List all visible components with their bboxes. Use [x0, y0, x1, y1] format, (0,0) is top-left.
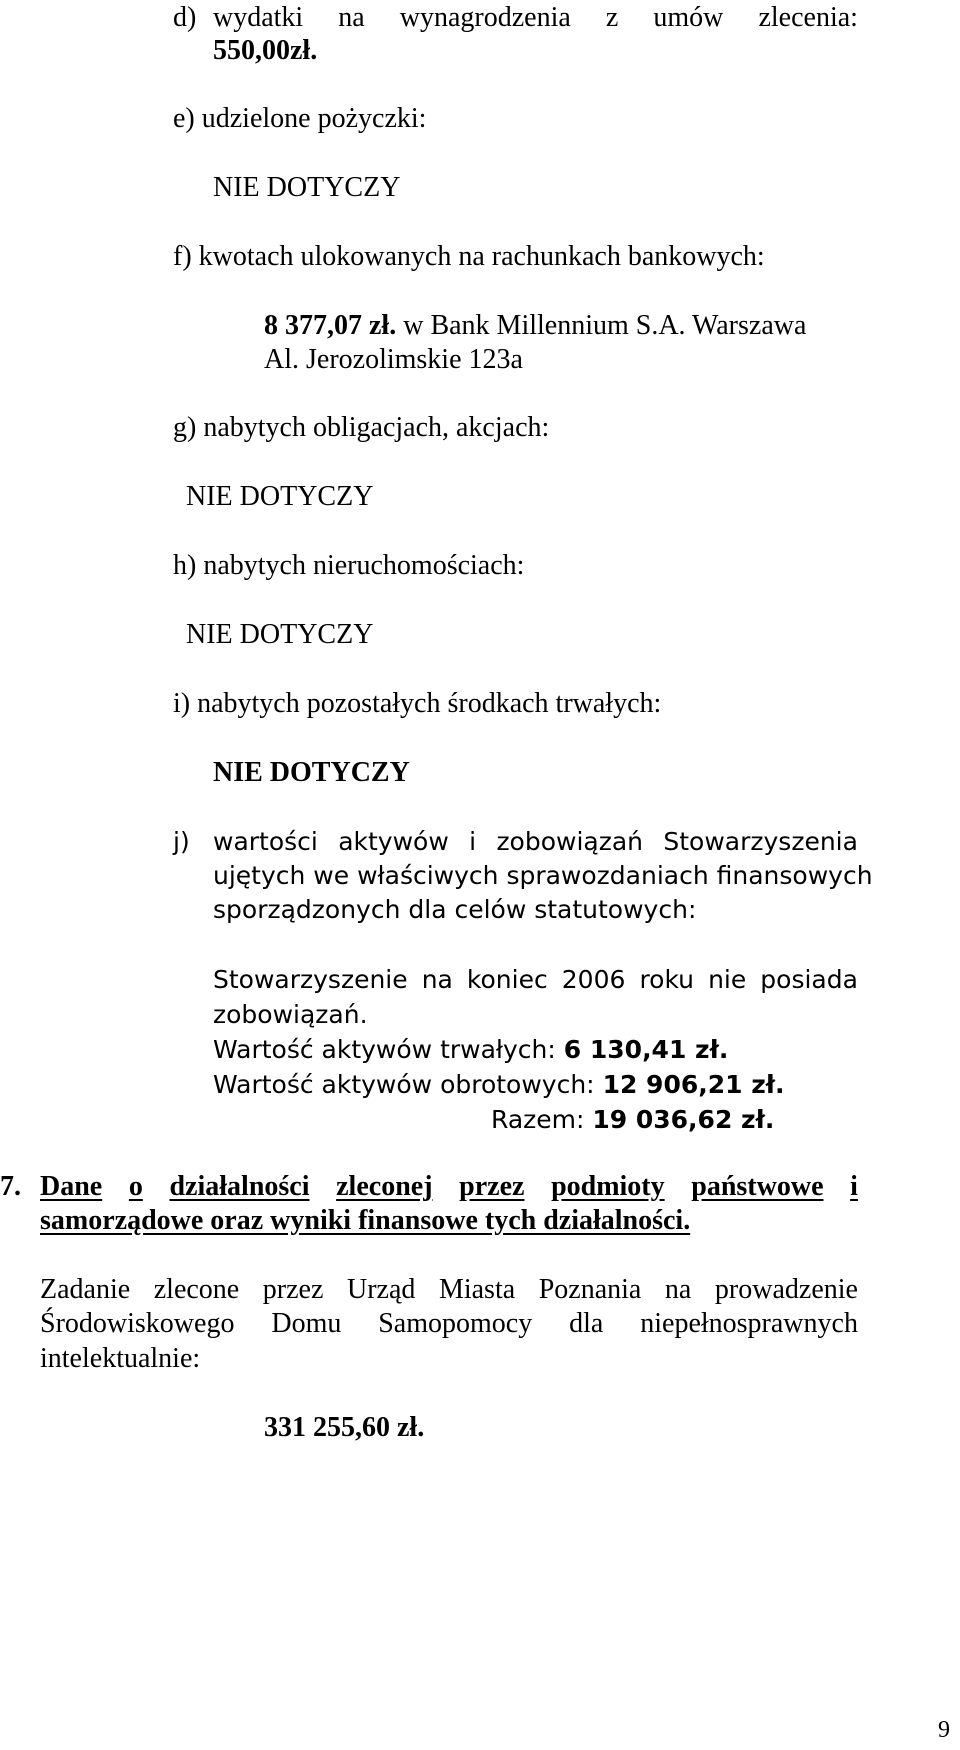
- word: 2006: [561, 965, 626, 994]
- item-h-line: h) nabytych nieruchomościach:: [173, 550, 525, 581]
- word: zlecenia:: [758, 2, 858, 33]
- word: Urząd: [346, 1274, 416, 1305]
- total-value: 19 036,62 zł.: [592, 1105, 775, 1134]
- word: umów: [653, 2, 724, 33]
- total-label: Razem:: [491, 1105, 593, 1134]
- current-assets-label: Wartość aktywów obrotowych:: [213, 1070, 603, 1099]
- word: Stowarzyszenie: [213, 965, 408, 994]
- word: aktywów: [338, 827, 449, 856]
- page-number: 9: [938, 1717, 950, 1743]
- section-7-number: 7.: [0, 1171, 21, 1202]
- word: Środowiskowego: [40, 1308, 235, 1339]
- word: wydatki: [213, 2, 304, 33]
- word: zlecone: [153, 1274, 240, 1305]
- word: i: [850, 1171, 858, 1202]
- word: wartości: [213, 827, 318, 856]
- item-d-amount: 550,00zł.: [213, 35, 318, 66]
- word: posiada: [760, 965, 858, 994]
- item-g-line: g) nabytych obligacjach, akcjach:: [173, 412, 550, 443]
- word: Miasta: [438, 1274, 516, 1305]
- word: przez: [459, 1171, 525, 1202]
- word: prowadzenie: [714, 1274, 858, 1305]
- item-j-line2: ujętych we właściwych sprawozdaniach finansowych: [213, 861, 873, 890]
- fixed-assets-line: [213, 1032, 728, 1068]
- word: na: [664, 1274, 692, 1305]
- word: Poznania: [538, 1274, 642, 1305]
- item-i-line: i) nabytych pozostałych środkach trwałych:: [173, 688, 662, 719]
- item-e-value: NIE DOTYCZY: [213, 172, 401, 203]
- word: Dane: [40, 1171, 103, 1202]
- section-7-task-line1: [40, 1272, 858, 1308]
- word: z: [605, 2, 619, 33]
- item-j-line5: zobowiązań.: [213, 1000, 368, 1029]
- item-e-line: e) udzielone pożyczki:: [173, 103, 427, 134]
- word: Domu: [271, 1308, 342, 1339]
- current-assets-value: 12 906,21 zł.: [602, 1070, 785, 1099]
- word: zleconej: [336, 1171, 433, 1202]
- section-7-task-line3: intelektualnie:: [40, 1343, 201, 1374]
- word: o: [128, 1171, 143, 1202]
- word: nie: [708, 965, 747, 994]
- word: na: [421, 965, 453, 994]
- item-f-address: Al. Jerozolimskie 123a: [264, 344, 523, 375]
- word: Stowarzyszenia: [663, 827, 858, 856]
- word: państwowe: [691, 1171, 824, 1202]
- section-7-heading-line1: [40, 1169, 858, 1205]
- total-line: [491, 1102, 774, 1138]
- item-j-line3: sporządzonych dla celów statutowych:: [213, 895, 697, 924]
- item-h-value: NIE DOTYCZY: [186, 619, 374, 650]
- fixed-assets-label: Wartość aktywów trwałych:: [213, 1035, 564, 1064]
- word: zobowiązań: [496, 827, 644, 856]
- item-j-line1: [213, 824, 858, 860]
- word: i: [469, 827, 477, 856]
- current-assets-line: [213, 1067, 785, 1103]
- word: dla: [569, 1308, 604, 1339]
- fixed-assets-value: 6 130,41 zł.: [563, 1035, 729, 1064]
- word: wynagrodzenia: [399, 2, 571, 33]
- word: niepełnosprawnych: [640, 1308, 858, 1339]
- item-f-bank-line: [264, 308, 806, 344]
- word: roku: [639, 965, 695, 994]
- item-d-marker: d): [173, 2, 197, 33]
- word: podmioty: [551, 1171, 665, 1202]
- section-7-task-line2: [40, 1306, 858, 1342]
- word: Samopomocy: [378, 1308, 533, 1339]
- item-j-marker: j): [173, 827, 190, 856]
- word: koniec: [466, 965, 548, 994]
- word: działalności: [169, 1171, 310, 1202]
- word: przez: [262, 1274, 324, 1305]
- section-7-amount: 331 255,60 zł.: [264, 1412, 425, 1443]
- word: na: [338, 2, 365, 33]
- item-f-bank: w Bank Millennium S.A. Warszawa: [396, 310, 807, 341]
- item-f-line: f) kwotach ulokowanych na rachunkach bankowych:: [173, 241, 765, 272]
- item-d-line: [213, 0, 858, 36]
- item-f-amount: 8 377,07 zł.: [264, 310, 397, 341]
- section-7-heading-line2: samorządowe oraz wyniki finansowe tych działalności.: [40, 1205, 691, 1236]
- item-j-line4: [213, 962, 858, 998]
- item-i-value: NIE DOTYCZY: [213, 757, 410, 788]
- word: Zadanie: [40, 1274, 131, 1305]
- item-g-value: NIE DOTYCZY: [186, 481, 374, 512]
